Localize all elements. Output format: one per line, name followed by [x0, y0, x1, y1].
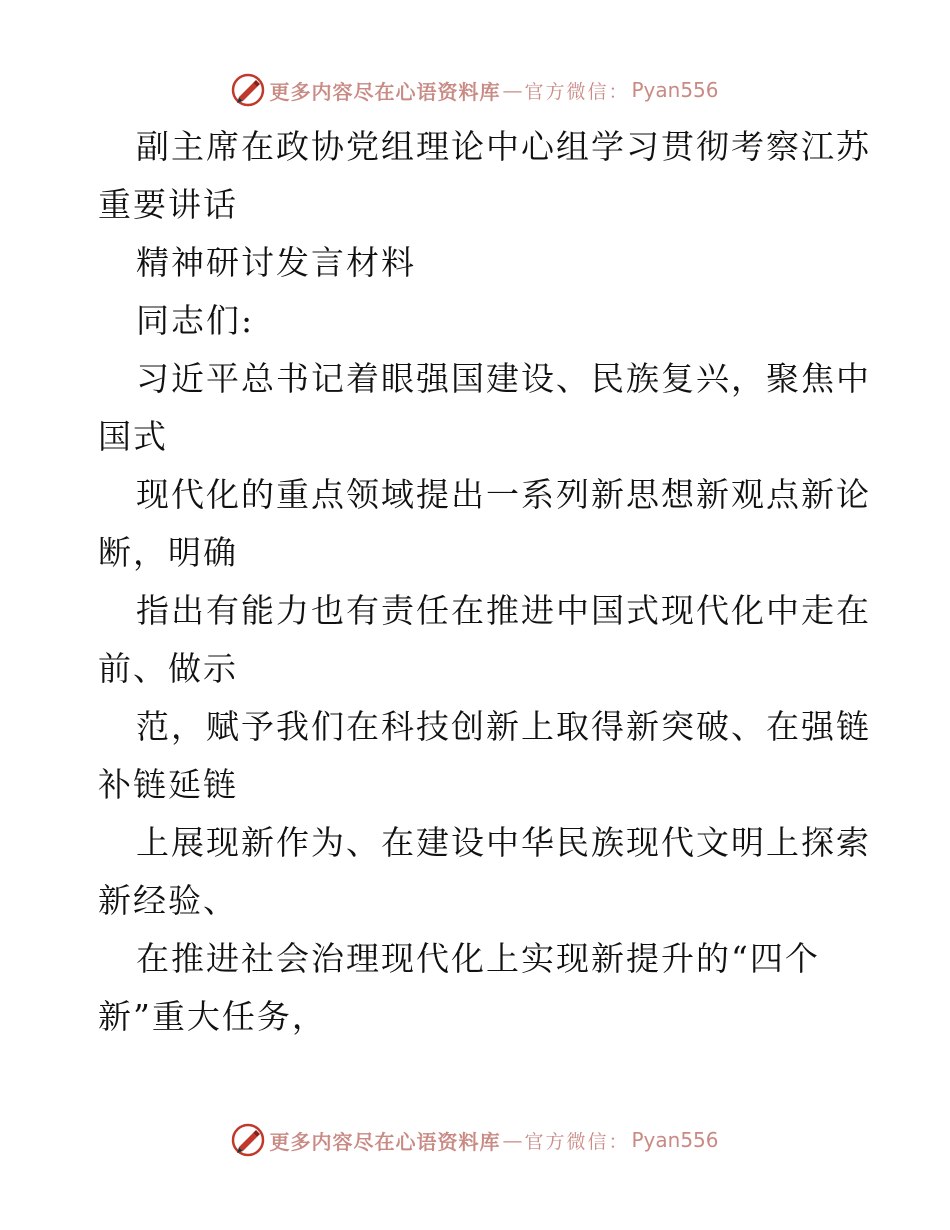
- document-line: 新”重大任务，: [98, 997, 327, 1036]
- document-line: 精神研讨发言材料: [136, 243, 416, 282]
- document-line: 重要讲话: [98, 185, 238, 224]
- document-line: 副主席在政协党组理论中心组学习贯彻考察江苏: [136, 127, 871, 166]
- watermark-brand: 更多内容尽在心语资料库: [269, 1129, 501, 1154]
- watermark-separator: —: [502, 78, 523, 102]
- watermark-wechat-label: 官方微信：: [524, 80, 630, 103]
- document-line: 上展现新作为、在建设中华民族现代文明上探索: [136, 823, 871, 862]
- watermark-wechat-id: Pyan556: [631, 1128, 719, 1152]
- watermark-wechat-id: Pyan556: [631, 78, 719, 102]
- document-line: 指出有能力也有责任在推进中国式现代化中走在: [136, 591, 871, 630]
- document-line: 国式: [98, 417, 168, 456]
- document-body: [98, 118, 878, 1046]
- document-line: 前、做示: [98, 649, 238, 688]
- document-line: 习近平总书记着眼强国建设、民族复兴，聚焦中: [136, 359, 871, 398]
- document-line: 新经验、: [98, 881, 238, 920]
- document-line: 在推进社会治理现代化上实现新提升的“四个: [136, 939, 820, 978]
- watermark-separator: —: [502, 1128, 523, 1152]
- document-line: 断，明确: [98, 533, 238, 572]
- footer-watermark: [0, 1120, 950, 1160]
- watermark-wechat-label: 官方微信：: [524, 1130, 630, 1153]
- pen-logo-icon: [231, 73, 265, 107]
- pen-logo-icon: [231, 1123, 265, 1157]
- document-line: 范，赋予我们在科技创新上取得新突破、在强链: [136, 707, 871, 746]
- watermark-brand: 更多内容尽在心语资料库: [269, 79, 501, 104]
- document-line: 补链延链: [98, 765, 238, 804]
- header-watermark: [0, 70, 950, 110]
- document-line: 同志们:: [136, 301, 255, 340]
- document-line: 现代化的重点领域提出一系列新思想新观点新论: [136, 475, 871, 514]
